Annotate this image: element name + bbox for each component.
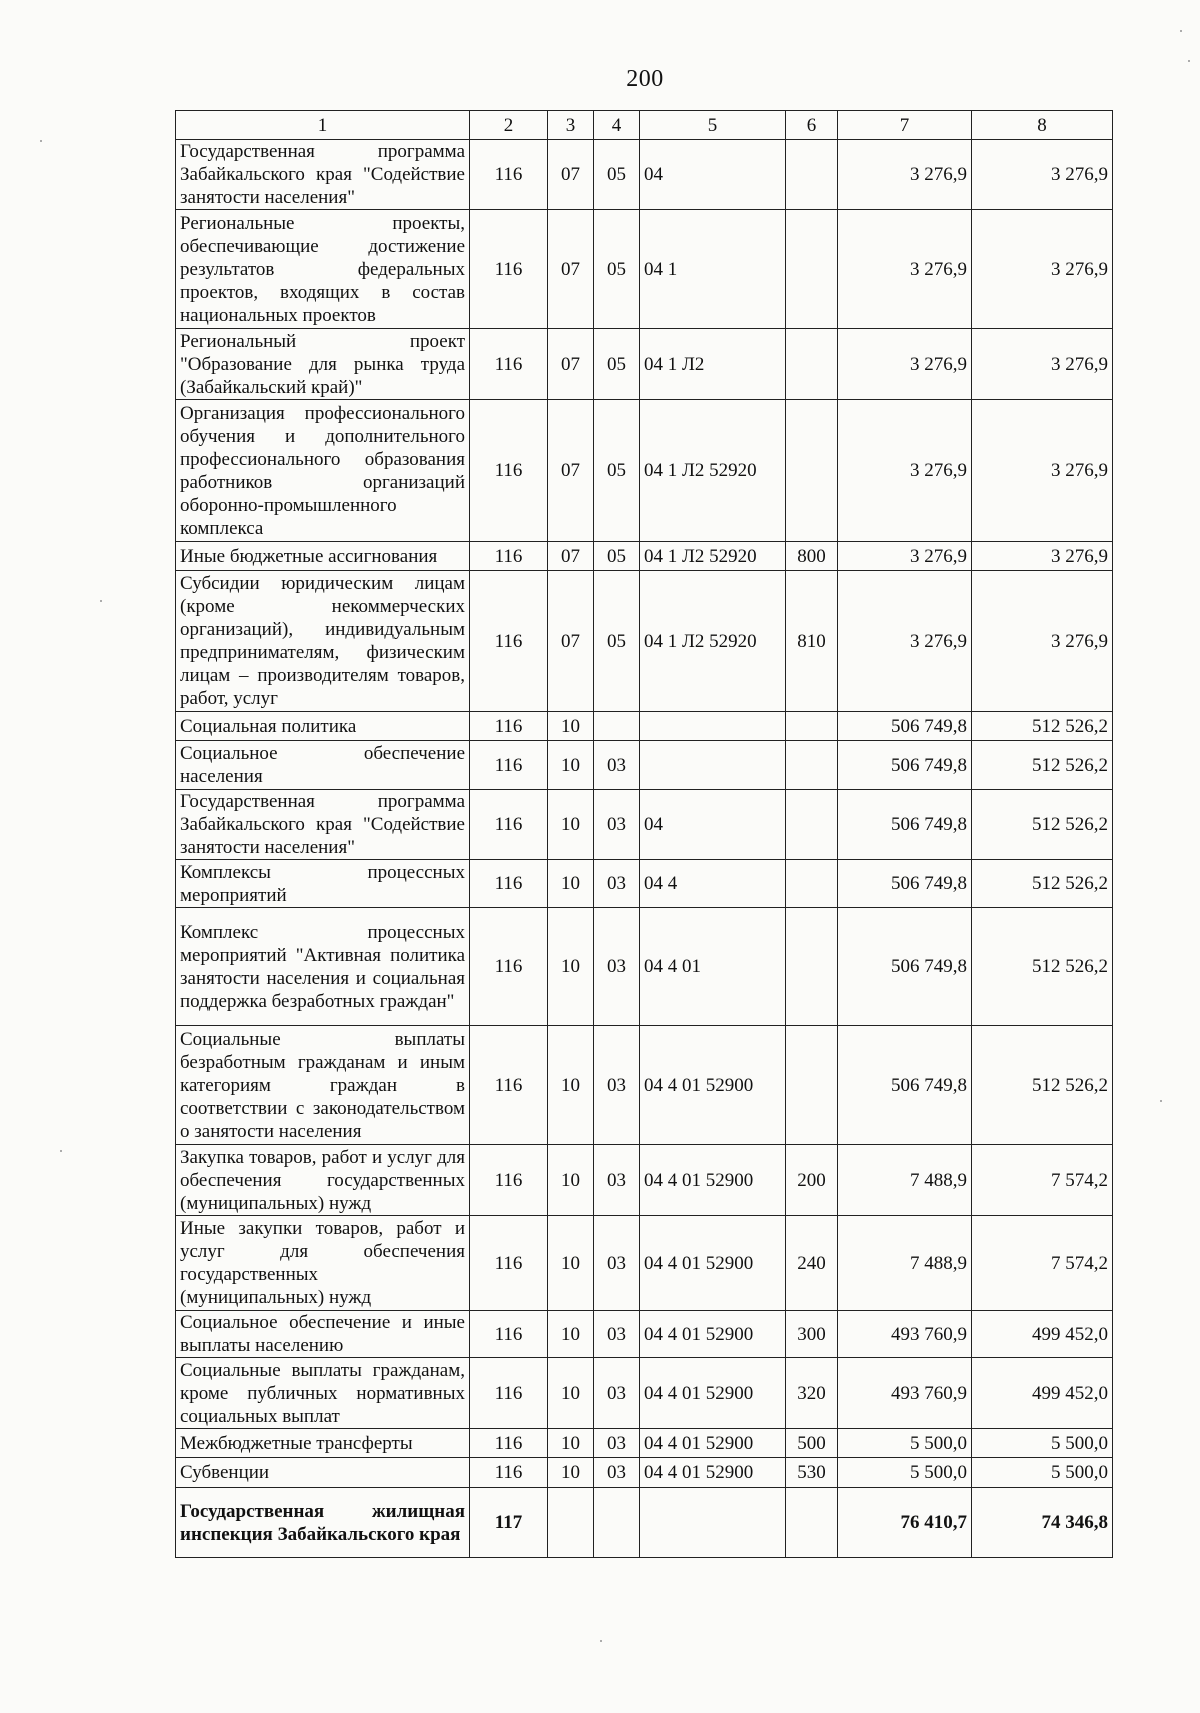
section-cell: 10	[548, 712, 594, 741]
amount-year2-cell: 499 452,0	[972, 1311, 1113, 1358]
table-header-row	[176, 111, 1113, 140]
amount-year2-cell: 3 276,9	[972, 210, 1113, 329]
row-name-cell: Комплексы процессных мероприятий	[176, 860, 470, 908]
table-row	[176, 860, 1113, 908]
subsection-cell: 05	[594, 571, 640, 712]
budget-table	[175, 110, 1113, 1558]
target-article-cell: 04 4 01 52900	[640, 1458, 786, 1488]
admin-code-cell: 116	[470, 860, 548, 908]
amount-year1-cell: 506 749,8	[838, 741, 972, 790]
section-cell: 07	[548, 140, 594, 210]
row-name-cell: Межбюджетные трансферты	[176, 1429, 470, 1458]
section-cell: 10	[548, 1216, 594, 1311]
amount-year1-cell: 506 749,8	[838, 860, 972, 908]
target-article-cell	[640, 1488, 786, 1558]
target-article-cell: 04 4 01 52900	[640, 1429, 786, 1458]
table-row	[176, 908, 1113, 1026]
table-row	[176, 1358, 1113, 1429]
target-article-cell: 04 1 Л2 52920	[640, 571, 786, 712]
row-name-cell: Региональные проекты, обеспечивающие достижение результатов федеральных проектов, входящих в состав национальных проектов	[176, 210, 470, 329]
subsection-cell: 03	[594, 1429, 640, 1458]
amount-year1-cell: 3 276,9	[838, 210, 972, 329]
subsection-cell: 03	[594, 1311, 640, 1358]
scan-speck	[60, 1150, 62, 1152]
table-row	[176, 400, 1113, 542]
target-article-cell: 04 4 01 52900	[640, 1311, 786, 1358]
target-article-cell: 04 1 Л2	[640, 329, 786, 400]
row-name-cell: Государственная жилищная инспекция Забайкальского края	[176, 1488, 470, 1558]
subsection-cell: 05	[594, 329, 640, 400]
row-name-cell: Социальное обеспечение и иные выплаты населению	[176, 1311, 470, 1358]
subsection-cell	[594, 712, 640, 741]
subsection-cell: 05	[594, 210, 640, 329]
admin-code-cell: 116	[470, 1358, 548, 1429]
expense-type-cell	[786, 329, 838, 400]
amount-year1-cell: 493 760,9	[838, 1358, 972, 1429]
expense-type-cell	[786, 210, 838, 329]
section-cell: 07	[548, 329, 594, 400]
row-name-cell: Иные закупки товаров, работ и услуг для обеспечения государственных (муниципальных) нужд	[176, 1216, 470, 1311]
row-name-cell: Государственная программа Забайкальского края "Содействие занятости населения"	[176, 140, 470, 210]
section-cell: 07	[548, 400, 594, 542]
section-cell	[548, 1488, 594, 1558]
target-article-cell: 04 4	[640, 860, 786, 908]
table-row	[176, 210, 1113, 329]
subsection-cell: 05	[594, 400, 640, 542]
target-article-cell: 04 4 01	[640, 908, 786, 1026]
subsection-cell: 03	[594, 1458, 640, 1488]
subsection-cell: 03	[594, 1145, 640, 1216]
amount-year2-cell: 3 276,9	[972, 571, 1113, 712]
amount-year2-cell: 5 500,0	[972, 1458, 1113, 1488]
admin-code-cell: 116	[470, 1145, 548, 1216]
row-name-cell: Субсидии юридическим лицам (кроме некоммерческих организаций), индивидуальным предпринимателям, физическим лицам – производителям товаров, работ, услуг	[176, 571, 470, 712]
section-cell: 10	[548, 741, 594, 790]
table-row	[176, 140, 1113, 210]
amount-year2-cell: 3 276,9	[972, 542, 1113, 571]
amount-year1-cell: 3 276,9	[838, 542, 972, 571]
admin-code-cell: 116	[470, 140, 548, 210]
row-name-cell: Социальные выплаты гражданам, кроме публичных нормативных социальных выплат	[176, 1358, 470, 1429]
admin-code-cell: 116	[470, 790, 548, 860]
admin-code-cell: 117	[470, 1488, 548, 1558]
subsection-cell: 03	[594, 1358, 640, 1429]
target-article-cell: 04	[640, 140, 786, 210]
header-cell: 1	[176, 111, 470, 140]
scan-speck	[1160, 1100, 1162, 1102]
amount-year1-cell: 5 500,0	[838, 1458, 972, 1488]
admin-code-cell: 116	[470, 571, 548, 712]
expense-type-cell: 300	[786, 1311, 838, 1358]
amount-year2-cell: 3 276,9	[972, 329, 1113, 400]
row-name-cell: Социальные выплаты безработным гражданам и иным категориям граждан в соответствии с законодательством о занятости населения	[176, 1026, 470, 1145]
target-article-cell: 04 1	[640, 210, 786, 329]
subsection-cell: 03	[594, 790, 640, 860]
amount-year1-cell: 7 488,9	[838, 1145, 972, 1216]
admin-code-cell: 116	[470, 712, 548, 741]
admin-code-cell: 116	[470, 329, 548, 400]
amount-year1-cell: 506 749,8	[838, 712, 972, 741]
scan-speck	[100, 600, 102, 602]
amount-year2-cell: 7 574,2	[972, 1216, 1113, 1311]
header-cell: 8	[972, 111, 1113, 140]
table-row	[176, 790, 1113, 860]
expense-type-cell	[786, 400, 838, 542]
target-article-cell: 04 4 01 52900	[640, 1216, 786, 1311]
expense-type-cell: 200	[786, 1145, 838, 1216]
section-cell: 10	[548, 1145, 594, 1216]
table-row	[176, 1216, 1113, 1311]
section-cell: 10	[548, 1358, 594, 1429]
table-row	[176, 1458, 1113, 1488]
subsection-cell: 03	[594, 1216, 640, 1311]
row-name-cell: Комплекс процессных мероприятий "Активная политика занятости населения и социальная поддержка безработных граждан"	[176, 908, 470, 1026]
target-article-cell: 04 1 Л2 52920	[640, 542, 786, 571]
expense-type-cell	[786, 908, 838, 1026]
amount-year2-cell: 7 574,2	[972, 1145, 1113, 1216]
target-article-cell: 04 4 01 52900	[640, 1026, 786, 1145]
table-row	[176, 571, 1113, 712]
section-cell: 10	[548, 908, 594, 1026]
admin-code-cell: 116	[470, 542, 548, 571]
expense-type-cell	[786, 712, 838, 741]
amount-year2-cell: 512 526,2	[972, 790, 1113, 860]
amount-year1-cell: 3 276,9	[838, 329, 972, 400]
subsection-cell: 03	[594, 741, 640, 790]
section-cell: 10	[548, 860, 594, 908]
table-row	[176, 1145, 1113, 1216]
page-number: 200	[626, 66, 664, 92]
amount-year1-cell: 3 276,9	[838, 571, 972, 712]
admin-code-cell: 116	[470, 908, 548, 1026]
row-name-cell: Социальное обеспечение населения	[176, 741, 470, 790]
target-article-cell: 04 4 01 52900	[640, 1145, 786, 1216]
table-row	[176, 542, 1113, 571]
table-row	[176, 329, 1113, 400]
amount-year2-cell: 512 526,2	[972, 712, 1113, 741]
table-row	[176, 712, 1113, 741]
amount-year1-cell: 506 749,8	[838, 908, 972, 1026]
subsection-cell: 03	[594, 908, 640, 1026]
admin-code-cell: 116	[470, 1458, 548, 1488]
expense-type-cell	[786, 790, 838, 860]
expense-type-cell: 810	[786, 571, 838, 712]
scan-speck	[1180, 30, 1182, 32]
admin-code-cell: 116	[470, 1311, 548, 1358]
expense-type-cell: 500	[786, 1429, 838, 1458]
row-name-cell: Организация профессионального обучения и дополнительного профессионального образования работников организаций оборонно-промышленного комплекса	[176, 400, 470, 542]
scan-speck	[1188, 60, 1190, 62]
target-article-cell: 04 4 01 52900	[640, 1358, 786, 1429]
subsection-cell: 03	[594, 1026, 640, 1145]
scan-speck	[600, 1640, 602, 1642]
section-cell: 10	[548, 790, 594, 860]
amount-year2-cell: 512 526,2	[972, 741, 1113, 790]
admin-code-cell: 116	[470, 1429, 548, 1458]
expense-type-cell	[786, 741, 838, 790]
section-cell: 10	[548, 1026, 594, 1145]
expense-type-cell: 530	[786, 1458, 838, 1488]
row-name-cell: Иные бюджетные ассигнования	[176, 542, 470, 571]
amount-year1-cell: 3 276,9	[838, 400, 972, 542]
amount-year1-cell: 76 410,7	[838, 1488, 972, 1558]
section-cell: 10	[548, 1429, 594, 1458]
target-article-cell	[640, 741, 786, 790]
amount-year1-cell: 3 276,9	[838, 140, 972, 210]
header-cell: 2	[470, 111, 548, 140]
subsection-cell: 05	[594, 542, 640, 571]
row-name-cell: Субвенции	[176, 1458, 470, 1488]
amount-year1-cell: 7 488,9	[838, 1216, 972, 1311]
amount-year1-cell: 493 760,9	[838, 1311, 972, 1358]
section-cell: 07	[548, 542, 594, 571]
amount-year2-cell: 3 276,9	[972, 400, 1113, 542]
row-name-cell: Закупка товаров, работ и услуг для обеспечения государственных (муниципальных) нужд	[176, 1145, 470, 1216]
admin-code-cell: 116	[470, 1216, 548, 1311]
expense-type-cell: 800	[786, 542, 838, 571]
expense-type-cell	[786, 1488, 838, 1558]
amount-year2-cell: 512 526,2	[972, 860, 1113, 908]
expense-type-cell	[786, 1026, 838, 1145]
header-cell: 6	[786, 111, 838, 140]
amount-year1-cell: 506 749,8	[838, 790, 972, 860]
amount-year2-cell: 512 526,2	[972, 908, 1113, 1026]
table-row	[176, 1488, 1113, 1558]
section-cell: 07	[548, 571, 594, 712]
amount-year2-cell: 512 526,2	[972, 1026, 1113, 1145]
target-article-cell: 04 1 Л2 52920	[640, 400, 786, 542]
amount-year2-cell: 5 500,0	[972, 1429, 1113, 1458]
expense-type-cell: 240	[786, 1216, 838, 1311]
expense-type-cell	[786, 140, 838, 210]
amount-year2-cell: 74 346,8	[972, 1488, 1113, 1558]
scan-speck	[40, 140, 42, 142]
target-article-cell	[640, 712, 786, 741]
admin-code-cell: 116	[470, 210, 548, 329]
target-article-cell: 04	[640, 790, 786, 860]
subsection-cell	[594, 1488, 640, 1558]
row-name-cell: Социальная политика	[176, 712, 470, 741]
row-name-cell: Государственная программа Забайкальского края "Содействие занятости населения"	[176, 790, 470, 860]
amount-year1-cell: 506 749,8	[838, 1026, 972, 1145]
table-body	[176, 140, 1113, 1558]
amount-year1-cell: 5 500,0	[838, 1429, 972, 1458]
header-cell: 7	[838, 111, 972, 140]
header-cell: 3	[548, 111, 594, 140]
admin-code-cell: 116	[470, 400, 548, 542]
section-cell: 07	[548, 210, 594, 329]
subsection-cell: 03	[594, 860, 640, 908]
section-cell: 10	[548, 1311, 594, 1358]
admin-code-cell: 116	[470, 741, 548, 790]
table-row	[176, 1026, 1113, 1145]
section-cell: 10	[548, 1458, 594, 1488]
table-row	[176, 1311, 1113, 1358]
table-row	[176, 1429, 1113, 1458]
table-row	[176, 741, 1113, 790]
header-cell: 5	[640, 111, 786, 140]
subsection-cell: 05	[594, 140, 640, 210]
amount-year2-cell: 3 276,9	[972, 140, 1113, 210]
header-cell: 4	[594, 111, 640, 140]
expense-type-cell: 320	[786, 1358, 838, 1429]
admin-code-cell: 116	[470, 1026, 548, 1145]
row-name-cell: Региональный проект "Образование для рынка труда (Забайкальский край)"	[176, 329, 470, 400]
amount-year2-cell: 499 452,0	[972, 1358, 1113, 1429]
expense-type-cell	[786, 860, 838, 908]
